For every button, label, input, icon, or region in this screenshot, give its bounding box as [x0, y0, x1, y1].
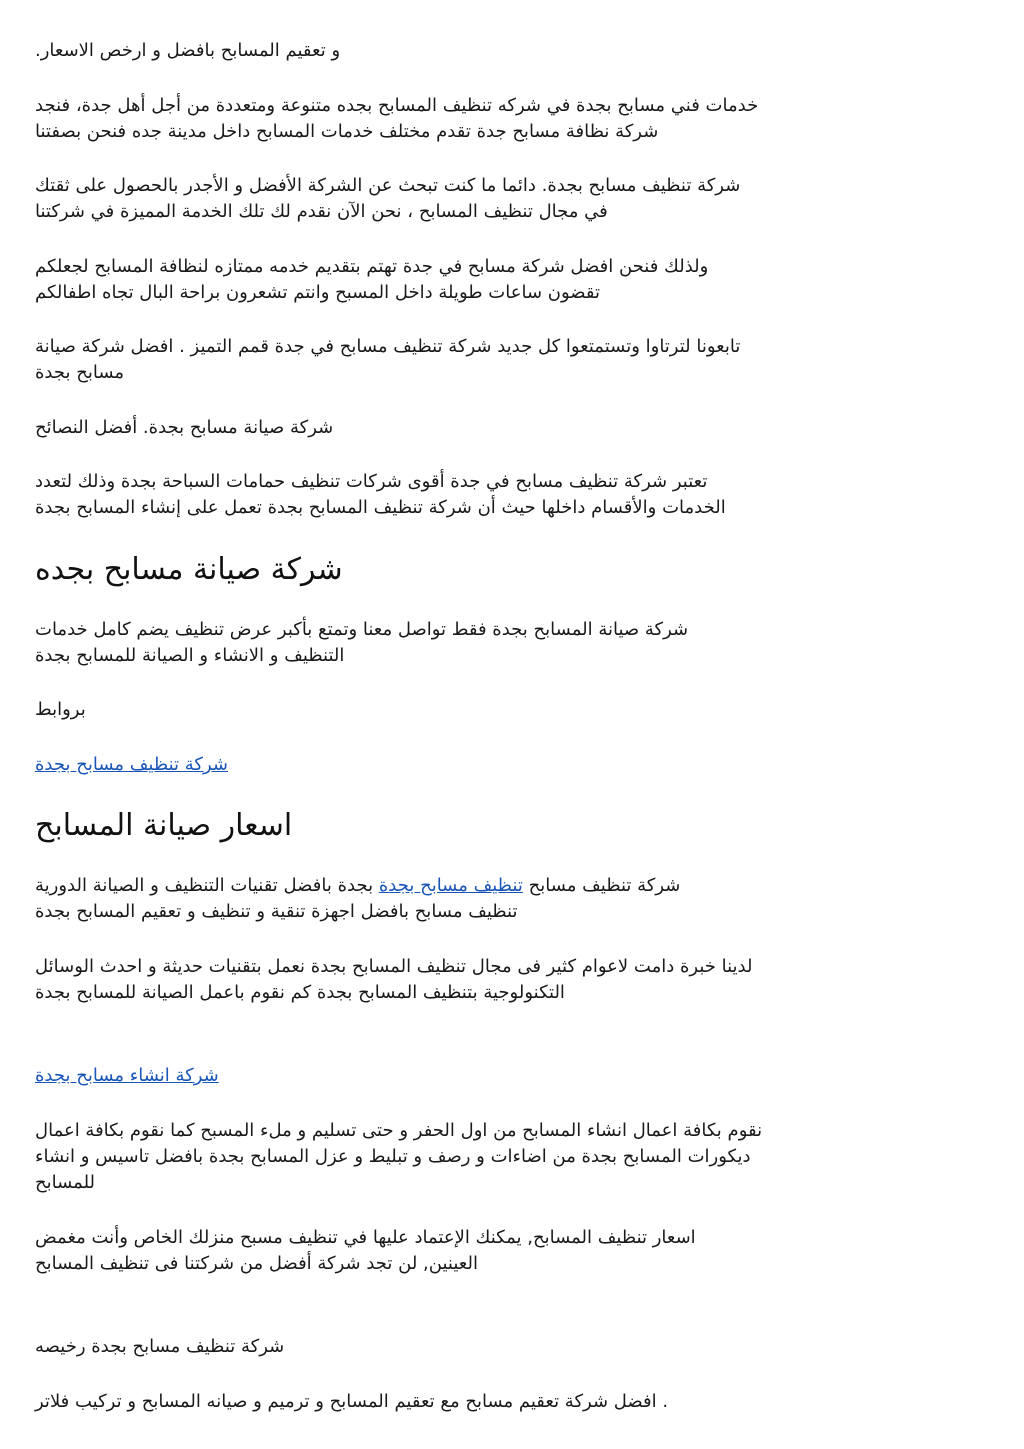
- link-cleaning-pools-jeddah[interactable]: شركة تنظيف مسابح بجدة: [35, 754, 228, 775]
- link-pool-construction-jeddah[interactable]: شركة انشاء مسابح بجدة: [35, 1065, 219, 1086]
- paragraph-line: شركة تنظيف مسابح بجدة رخيصه: [35, 1336, 285, 1357]
- paragraph-line: تابعونا لترتاوا وتستمتعوا كل جديد شركة تنظيف مسابح في جدة قمم التميز . افضل شركة صيانة: [35, 336, 741, 357]
- paragraph-text: شركة تنظيف مسابح: [528, 875, 681, 896]
- paragraph-line: تقضون ساعات طويلة داخل المسبح وانتم تشعرون براحة البال تجاه اطفالكم: [35, 282, 600, 303]
- paragraph-line: العينين, لن تجد شركة أفضل من شركتنا فى تنظيف المسابح: [35, 1253, 478, 1274]
- paragraph-line: الخدمات والأقسام داخلها حيث أن شركة تنظيف المسابح بجدة تعمل على إنشاء المسابح بجدة: [35, 497, 726, 518]
- paragraph-line: ديكورات المسابح بجدة من اضاءات و رصف و تبليط و عزل المسابح بجدة بافضل تاسيس و انشاء: [35, 1146, 751, 1167]
- section-heading: اسعار صيانة المسابح: [35, 808, 293, 843]
- paragraph-line: التكنولوجية بتنظيف المسابح بجدة كم نقوم باعمل الصيانة للمسابح بجدة: [35, 982, 565, 1003]
- paragraph-line: بروابط: [35, 699, 86, 720]
- paragraph-line: شركة نظافة مسابح جدة تقدم مختلف خدمات المسابح داخل مدينة جده فنحن بصفتنا: [35, 121, 659, 142]
- paragraph-line: للمسابح: [35, 1172, 96, 1193]
- paragraph-line: اسعار تنظيف المسابح, يمكنك الإعتماد عليها في تنظيف مسبح منزلك الخاص وأنت مغمض: [35, 1227, 696, 1248]
- paragraph-line: مسابح بجدة: [35, 362, 125, 383]
- paragraph-line: تعتبر شركة تنظيف مسابح في جدة أقوى شركات تنظيف حمامات السباحة بجدة وذلك لتعدد: [35, 471, 708, 492]
- paragraph-line: في مجال تنظيف المسابح ، نحن الآن نقدم لك تلك الخدمة المميزة في شركتنا: [35, 201, 608, 222]
- paragraph-line: نقوم بكافة اعمال انشاء المسابح من اول الحفر و حتى تسليم و ملء المسبح كما نقوم بكافة اعمال: [35, 1120, 763, 1141]
- paragraph-line: لدينا خبرة دامت لاعوام كثير فى مجال تنظيف المسابح بجدة نعمل بتقنيات حديثة و احدث الوسائل: [35, 956, 753, 977]
- paragraph-line: التنظيف و الانشاء و الصيانة للمسابح بجدة: [35, 645, 345, 666]
- paragraph-line: تنظيف مسابح بافضل اجهزة تنقية و تنظيف و تعقيم المسابح بجدة: [35, 901, 518, 922]
- paragraph-line: ولذلك فنحن افضل شركة مسابح في جدة تهتم بتقديم خدمه ممتازه لنظافة المسابح لجعلكم: [35, 256, 709, 277]
- paragraph-line: و تعقيم المسابح بافضل و ارخص الاسعار.: [35, 40, 341, 61]
- paragraph-line: شركة صيانة المسابح بجدة فقط تواصل معنا وتمتع بأكبر عرض تنظيف يضم كامل خدمات: [35, 619, 689, 640]
- paragraph-text: بجدة بافضل تقنيات التنظيف و الصيانة الدورية: [35, 875, 374, 896]
- section-heading: شركة صيانة مسابح بجده: [35, 552, 343, 587]
- paragraph-line: شركة صيانة مسابح بجدة. أفضل النصائح: [35, 417, 334, 438]
- paragraph-line: شركة تنظيف مسابح بجدة. دائما ما كنت تبحث عن الشركة الأفضل و الأجدر بالحصول على ثقتك: [35, 175, 741, 196]
- link-pool-cleaning-jeddah[interactable]: تنظيف مسابح بجدة: [378, 875, 523, 896]
- paragraph-line-with-link: [35, 873, 680, 899]
- paragraph-line: . افضل شركة تعقيم مسابح مع تعقيم المسابح و ترميم و صيانه المسابح و تركيب فلاتر: [35, 1391, 669, 1412]
- paragraph-line: خدمات فني مسابح بجدة في شركه تنظيف المسابح بجده متنوعة ومتعددة من أجل أهل جدة، فنجد: [35, 95, 759, 116]
